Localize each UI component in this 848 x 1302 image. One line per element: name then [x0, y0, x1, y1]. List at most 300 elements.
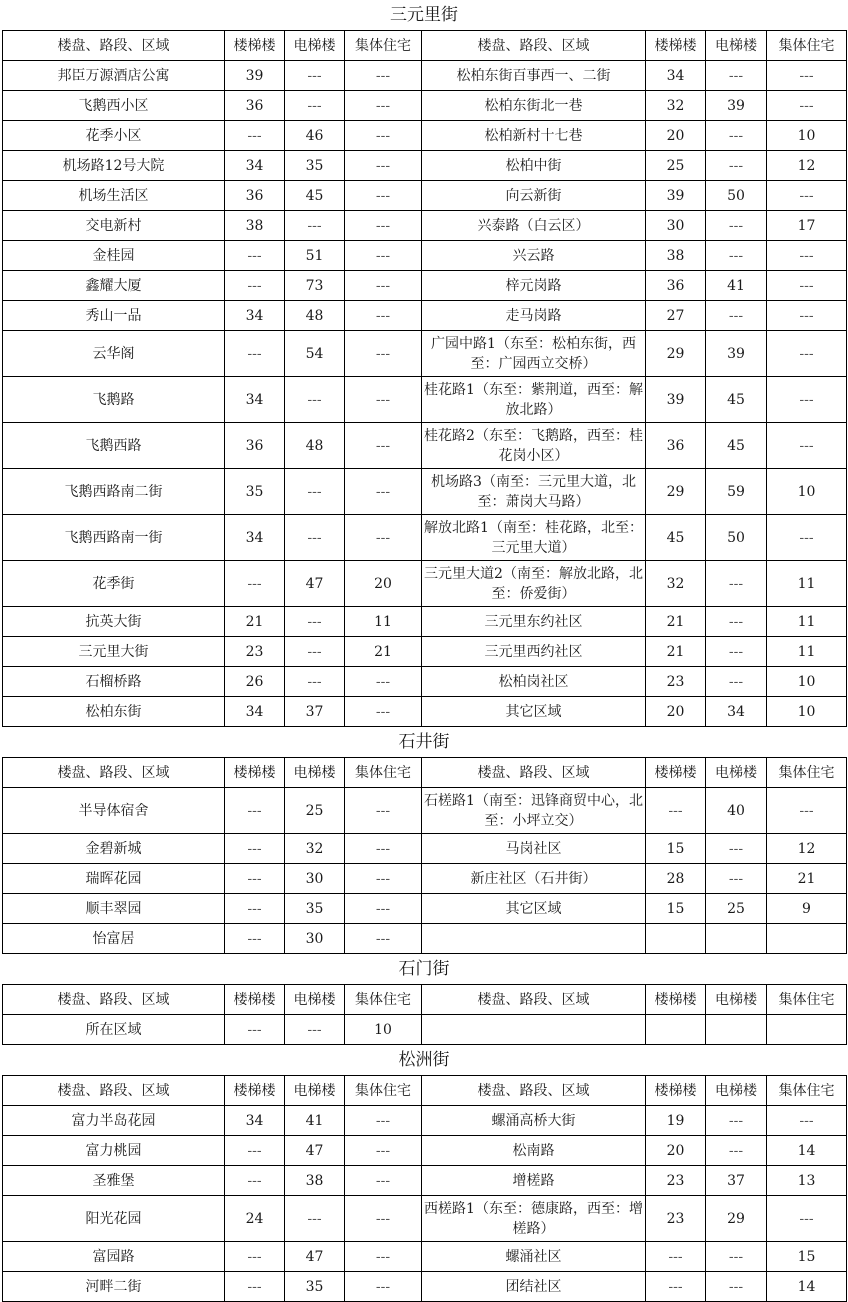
table-cell: --- — [767, 423, 847, 469]
table-row — [3, 561, 847, 607]
column-header: 楼盘、路段、区域 — [3, 1076, 225, 1106]
table-row — [3, 1015, 847, 1045]
table-cell: 20 — [646, 121, 706, 151]
table-cell: 石榴桥路 — [3, 667, 225, 697]
column-header: 楼梯楼 — [225, 1076, 285, 1106]
table-cell: 41 — [285, 1106, 345, 1136]
table-cell: --- — [225, 561, 285, 607]
table-cell: --- — [706, 667, 767, 697]
table-cell: 螺涌高桥大街 — [422, 1106, 646, 1136]
table-cell: 12 — [767, 834, 847, 864]
table-cell: --- — [767, 1106, 847, 1136]
column-header: 楼盘、路段、区域 — [422, 758, 646, 788]
table-cell — [706, 924, 767, 954]
table-cell: 34 — [225, 1106, 285, 1136]
table-cell: 石槎路1（南至：迅锋商贸中心，北至：小坪立交） — [422, 788, 646, 834]
table-cell: 45 — [706, 377, 767, 423]
table-cell: 机场路3（南至：三元里大道，北至：萧岗大马路） — [422, 469, 646, 515]
table-cell: 松柏新村十七巷 — [422, 121, 646, 151]
table-cell: 12 — [767, 151, 847, 181]
table-cell: 其它区域 — [422, 894, 646, 924]
table-cell: --- — [285, 469, 345, 515]
table-cell: --- — [345, 1242, 422, 1272]
table-cell: 21 — [646, 607, 706, 637]
table-row — [3, 271, 847, 301]
table-cell: 兴云路 — [422, 241, 646, 271]
table-cell: 河畔二街 — [3, 1272, 225, 1302]
table-cell: 松柏岗社区 — [422, 667, 646, 697]
table-cell: 48 — [285, 423, 345, 469]
table-cell: 金桂园 — [3, 241, 225, 271]
table-cell: --- — [767, 301, 847, 331]
table-cell: --- — [345, 91, 422, 121]
section-table — [2, 984, 847, 1045]
table-cell: 松柏中街 — [422, 151, 646, 181]
table-cell: --- — [225, 788, 285, 834]
section-table — [2, 30, 847, 727]
table-cell: --- — [285, 607, 345, 637]
column-header: 电梯楼 — [285, 1076, 345, 1106]
table-cell: 45 — [646, 515, 706, 561]
table-cell — [422, 924, 646, 954]
table-cell: 10 — [345, 1015, 422, 1045]
table-cell: --- — [225, 1015, 285, 1045]
table-cell: 40 — [706, 788, 767, 834]
table-cell: --- — [767, 61, 847, 91]
table-cell: 11 — [767, 637, 847, 667]
table-cell: --- — [646, 788, 706, 834]
table-cell: 48 — [285, 301, 345, 331]
table-row — [3, 1242, 847, 1272]
table-cell: 邦臣万源酒店公寓 — [3, 61, 225, 91]
table-cell: 25 — [646, 151, 706, 181]
table-cell: --- — [285, 377, 345, 423]
column-header: 集体住宅 — [345, 31, 422, 61]
column-header: 电梯楼 — [706, 985, 767, 1015]
table-row — [3, 1166, 847, 1196]
column-header: 电梯楼 — [285, 985, 345, 1015]
section-title: 三元里街 — [0, 0, 848, 30]
table-cell: 34 — [225, 151, 285, 181]
table-cell: --- — [345, 515, 422, 561]
table-cell: 15 — [767, 1242, 847, 1272]
table-cell: 抗英大街 — [3, 607, 225, 637]
header-row — [3, 758, 847, 788]
table-cell: 交电新村 — [3, 211, 225, 241]
table-cell: --- — [225, 1166, 285, 1196]
table-cell: 机场路12号大院 — [3, 151, 225, 181]
table-cell: 解放北路1（南至：桂花路，北至：三元里大道） — [422, 515, 646, 561]
table-cell: 三元里西约社区 — [422, 637, 646, 667]
table-cell: 增槎路 — [422, 1166, 646, 1196]
table-cell: --- — [345, 1106, 422, 1136]
table-row — [3, 834, 847, 864]
table-cell: 9 — [767, 894, 847, 924]
table-cell: --- — [706, 1136, 767, 1166]
table-cell: --- — [225, 121, 285, 151]
table-cell: --- — [225, 1272, 285, 1302]
table-row — [3, 924, 847, 954]
column-header: 楼梯楼 — [225, 985, 285, 1015]
table-cell: 飞鹅西小区 — [3, 91, 225, 121]
table-cell: --- — [345, 924, 422, 954]
table-cell: 10 — [767, 121, 847, 151]
table-cell: 21 — [345, 637, 422, 667]
table-cell: 马岗社区 — [422, 834, 646, 864]
table-cell: 39 — [225, 61, 285, 91]
table-cell: --- — [706, 61, 767, 91]
table-cell: --- — [225, 331, 285, 377]
table-cell: 28 — [646, 864, 706, 894]
column-header: 电梯楼 — [706, 31, 767, 61]
table-cell: 47 — [285, 561, 345, 607]
table-cell: 瑞晖花园 — [3, 864, 225, 894]
table-cell: 花季小区 — [3, 121, 225, 151]
table-cell: 36 — [646, 271, 706, 301]
table-cell: 34 — [225, 515, 285, 561]
column-header: 电梯楼 — [706, 758, 767, 788]
column-header: 电梯楼 — [285, 758, 345, 788]
table-cell: 29 — [706, 1196, 767, 1242]
table-cell: 三元里大街 — [3, 637, 225, 667]
table-cell: --- — [767, 515, 847, 561]
table-cell: 阳光花园 — [3, 1196, 225, 1242]
table-cell: 51 — [285, 241, 345, 271]
column-header: 楼盘、路段、区域 — [422, 1076, 646, 1106]
table-cell: 富力桃园 — [3, 1136, 225, 1166]
table-cell: --- — [225, 1136, 285, 1166]
table-cell: 10 — [767, 469, 847, 515]
table-cell: 39 — [646, 377, 706, 423]
table-cell: 30 — [285, 864, 345, 894]
column-header: 楼梯楼 — [225, 758, 285, 788]
table-cell: --- — [225, 894, 285, 924]
table-cell: --- — [767, 91, 847, 121]
table-cell: 34 — [646, 61, 706, 91]
table-cell: --- — [225, 1242, 285, 1272]
table-cell: 13 — [767, 1166, 847, 1196]
table-cell: --- — [767, 331, 847, 377]
section-title: 石门街 — [0, 954, 848, 984]
table-cell: 27 — [646, 301, 706, 331]
table-cell: --- — [285, 667, 345, 697]
table-cell: 23 — [646, 1196, 706, 1242]
table-cell: 30 — [285, 924, 345, 954]
table-cell: 西槎路1（东至：德康路，西至：增槎路） — [422, 1196, 646, 1242]
table-cell: --- — [345, 894, 422, 924]
table-cell: 走马岗路 — [422, 301, 646, 331]
table-cell: 34 — [225, 301, 285, 331]
table-cell: 半导体宿舍 — [3, 788, 225, 834]
table-cell: --- — [706, 211, 767, 241]
table-cell: 36 — [225, 181, 285, 211]
table-cell: 36 — [225, 423, 285, 469]
table-cell: 14 — [767, 1136, 847, 1166]
table-cell: --- — [706, 834, 767, 864]
table-cell: --- — [345, 377, 422, 423]
table-row — [3, 211, 847, 241]
table-row — [3, 864, 847, 894]
table-cell: --- — [767, 271, 847, 301]
table-cell: 云华阁 — [3, 331, 225, 377]
table-cell: --- — [225, 241, 285, 271]
table-cell: 37 — [285, 697, 345, 727]
table-cell: --- — [345, 61, 422, 91]
header-row — [3, 985, 847, 1015]
table-cell: 25 — [285, 788, 345, 834]
section-title: 松洲街 — [0, 1045, 848, 1075]
table-cell: --- — [706, 1242, 767, 1272]
table-row — [3, 121, 847, 151]
table-cell: 金碧新城 — [3, 834, 225, 864]
header-row — [3, 1076, 847, 1106]
table-cell: 46 — [285, 121, 345, 151]
table-cell: --- — [285, 1196, 345, 1242]
table-cell: 29 — [646, 331, 706, 377]
table-row — [3, 423, 847, 469]
table-cell: --- — [345, 1272, 422, 1302]
table-cell: 39 — [646, 181, 706, 211]
table-cell: 三元里东约社区 — [422, 607, 646, 637]
column-header: 集体住宅 — [767, 758, 847, 788]
table-cell — [767, 1015, 847, 1045]
table-cell: --- — [345, 788, 422, 834]
table-cell: 47 — [285, 1136, 345, 1166]
table-cell: 松柏东街 — [3, 697, 225, 727]
table-cell: 松柏东街北一巷 — [422, 91, 646, 121]
table-row — [3, 788, 847, 834]
column-header: 楼盘、路段、区域 — [422, 31, 646, 61]
table-cell: --- — [345, 1166, 422, 1196]
table-cell: 36 — [225, 91, 285, 121]
table-cell: 其它区域 — [422, 697, 646, 727]
table-row — [3, 469, 847, 515]
section-table — [2, 757, 847, 954]
table-cell: 36 — [646, 423, 706, 469]
table-cell: 梓元岗路 — [422, 271, 646, 301]
table-row — [3, 61, 847, 91]
column-header: 楼梯楼 — [646, 985, 706, 1015]
table-cell: --- — [706, 241, 767, 271]
table-cell: 向云新街 — [422, 181, 646, 211]
table-row — [3, 91, 847, 121]
table-cell: 15 — [646, 894, 706, 924]
table-cell: --- — [767, 1196, 847, 1242]
table-cell: 怡富居 — [3, 924, 225, 954]
column-header: 楼盘、路段、区域 — [422, 985, 646, 1015]
table-cell: --- — [345, 271, 422, 301]
table-cell: 飞鹅西路南二街 — [3, 469, 225, 515]
table-cell: --- — [345, 469, 422, 515]
table-cell: 19 — [646, 1106, 706, 1136]
table-cell: 26 — [225, 667, 285, 697]
table-cell: 顺丰翠园 — [3, 894, 225, 924]
table-cell: --- — [225, 834, 285, 864]
table-cell: 20 — [345, 561, 422, 607]
table-cell: 25 — [706, 894, 767, 924]
table-cell: --- — [767, 788, 847, 834]
table-cell: --- — [706, 607, 767, 637]
table-cell: 11 — [767, 607, 847, 637]
table-cell: 螺涌社区 — [422, 1242, 646, 1272]
table-cell: --- — [706, 1272, 767, 1302]
table-row — [3, 667, 847, 697]
table-cell: 21 — [225, 607, 285, 637]
table-cell: --- — [345, 151, 422, 181]
table-cell: --- — [706, 864, 767, 894]
table-cell: 飞鹅西路 — [3, 423, 225, 469]
table-cell: 45 — [285, 181, 345, 211]
table-cell: --- — [345, 1136, 422, 1166]
table-cell: 32 — [646, 561, 706, 607]
column-header: 集体住宅 — [345, 758, 422, 788]
table-cell: 20 — [646, 697, 706, 727]
table-cell: --- — [646, 1242, 706, 1272]
column-header: 楼盘、路段、区域 — [3, 758, 225, 788]
table-row — [3, 377, 847, 423]
table-cell: 23 — [646, 1166, 706, 1196]
table-row — [3, 1272, 847, 1302]
section-table — [2, 1075, 847, 1302]
table-cell: 松柏东街百事西一、二街 — [422, 61, 646, 91]
table-row — [3, 515, 847, 561]
table-cell: --- — [345, 211, 422, 241]
table-cell: 10 — [767, 697, 847, 727]
table-cell: 41 — [706, 271, 767, 301]
table-cell: 11 — [345, 607, 422, 637]
table-cell: 38 — [646, 241, 706, 271]
table-cell: 15 — [646, 834, 706, 864]
table-cell: 桂花路2（东至：飞鹅路，西至：桂花岗小区） — [422, 423, 646, 469]
table-cell: 35 — [285, 151, 345, 181]
table-cell: 23 — [646, 667, 706, 697]
table-cell: --- — [706, 561, 767, 607]
table-cell: --- — [646, 1272, 706, 1302]
table-cell: 21 — [767, 864, 847, 894]
column-header: 楼盘、路段、区域 — [3, 985, 225, 1015]
table-cell: 35 — [285, 1272, 345, 1302]
table-cell: 50 — [706, 181, 767, 211]
table-cell: --- — [285, 1015, 345, 1045]
table-cell: 20 — [646, 1136, 706, 1166]
column-header: 集体住宅 — [767, 985, 847, 1015]
table-cell: --- — [285, 637, 345, 667]
table-cell: 34 — [225, 377, 285, 423]
table-row — [3, 697, 847, 727]
table-cell: 32 — [285, 834, 345, 864]
table-cell: 23 — [225, 637, 285, 667]
table-cell: 39 — [706, 91, 767, 121]
table-cell: 11 — [767, 561, 847, 607]
table-cell: 47 — [285, 1242, 345, 1272]
column-header: 楼梯楼 — [646, 1076, 706, 1106]
table-cell: --- — [706, 637, 767, 667]
table-cell — [646, 924, 706, 954]
table-cell: 团结社区 — [422, 1272, 646, 1302]
table-cell: --- — [285, 61, 345, 91]
table-row — [3, 301, 847, 331]
table-cell: --- — [225, 271, 285, 301]
column-header: 电梯楼 — [706, 1076, 767, 1106]
table-cell: 花季街 — [3, 561, 225, 607]
table-cell: 飞鹅路 — [3, 377, 225, 423]
table-cell: --- — [345, 667, 422, 697]
table-cell — [422, 1015, 646, 1045]
table-cell: --- — [285, 211, 345, 241]
table-cell: 38 — [285, 1166, 345, 1196]
table-cell: --- — [345, 301, 422, 331]
table-cell: 三元里大道2（南至：解放北路，北至：侨爱街） — [422, 561, 646, 607]
table-cell: --- — [767, 181, 847, 211]
table-cell: --- — [345, 241, 422, 271]
table-cell: --- — [225, 924, 285, 954]
column-header: 楼梯楼 — [646, 758, 706, 788]
column-header: 集体住宅 — [767, 31, 847, 61]
table-cell: --- — [285, 515, 345, 561]
column-header: 楼梯楼 — [646, 31, 706, 61]
table-row — [3, 1106, 847, 1136]
table-row — [3, 331, 847, 377]
table-cell: 14 — [767, 1272, 847, 1302]
table-row — [3, 894, 847, 924]
table-cell: 圣雅堡 — [3, 1166, 225, 1196]
table-cell: 所在区域 — [3, 1015, 225, 1045]
table-cell — [706, 1015, 767, 1045]
table-cell: --- — [225, 864, 285, 894]
table-cell: 广园中路1（东至：松柏东街，西至：广园西立交桥） — [422, 331, 646, 377]
column-header: 集体住宅 — [767, 1076, 847, 1106]
table-cell: --- — [345, 864, 422, 894]
table-cell: 飞鹅西路南一街 — [3, 515, 225, 561]
column-header: 楼梯楼 — [225, 31, 285, 61]
table-row — [3, 151, 847, 181]
table-cell: 富力半岛花园 — [3, 1106, 225, 1136]
table-cell: --- — [706, 301, 767, 331]
table-cell: 桂花路1（东至：紫荆道，西至：解放北路） — [422, 377, 646, 423]
table-cell: 机场生活区 — [3, 181, 225, 211]
table-cell: --- — [706, 151, 767, 181]
table-cell: 39 — [706, 331, 767, 377]
table-cell: 54 — [285, 331, 345, 377]
table-cell: --- — [345, 423, 422, 469]
table-cell: 秀山一品 — [3, 301, 225, 331]
column-header: 楼盘、路段、区域 — [3, 31, 225, 61]
table-cell: --- — [706, 121, 767, 151]
table-cell: 10 — [767, 667, 847, 697]
table-cell: --- — [345, 181, 422, 211]
table-cell: 73 — [285, 271, 345, 301]
table-cell: 松南路 — [422, 1136, 646, 1166]
table-cell: 富园路 — [3, 1242, 225, 1272]
table-cell: --- — [706, 1106, 767, 1136]
table-cell: 50 — [706, 515, 767, 561]
table-cell: --- — [767, 377, 847, 423]
table-cell: 兴泰路（白云区） — [422, 211, 646, 241]
column-header: 集体住宅 — [345, 985, 422, 1015]
table-cell: 30 — [646, 211, 706, 241]
column-header: 集体住宅 — [345, 1076, 422, 1106]
table-row — [3, 637, 847, 667]
table-cell: 17 — [767, 211, 847, 241]
header-row — [3, 31, 847, 61]
table-cell: --- — [345, 331, 422, 377]
table-cell: 21 — [646, 637, 706, 667]
table-cell: 38 — [225, 211, 285, 241]
table-row — [3, 607, 847, 637]
table-cell: 45 — [706, 423, 767, 469]
table-cell: 34 — [706, 697, 767, 727]
table-cell: --- — [345, 1196, 422, 1242]
